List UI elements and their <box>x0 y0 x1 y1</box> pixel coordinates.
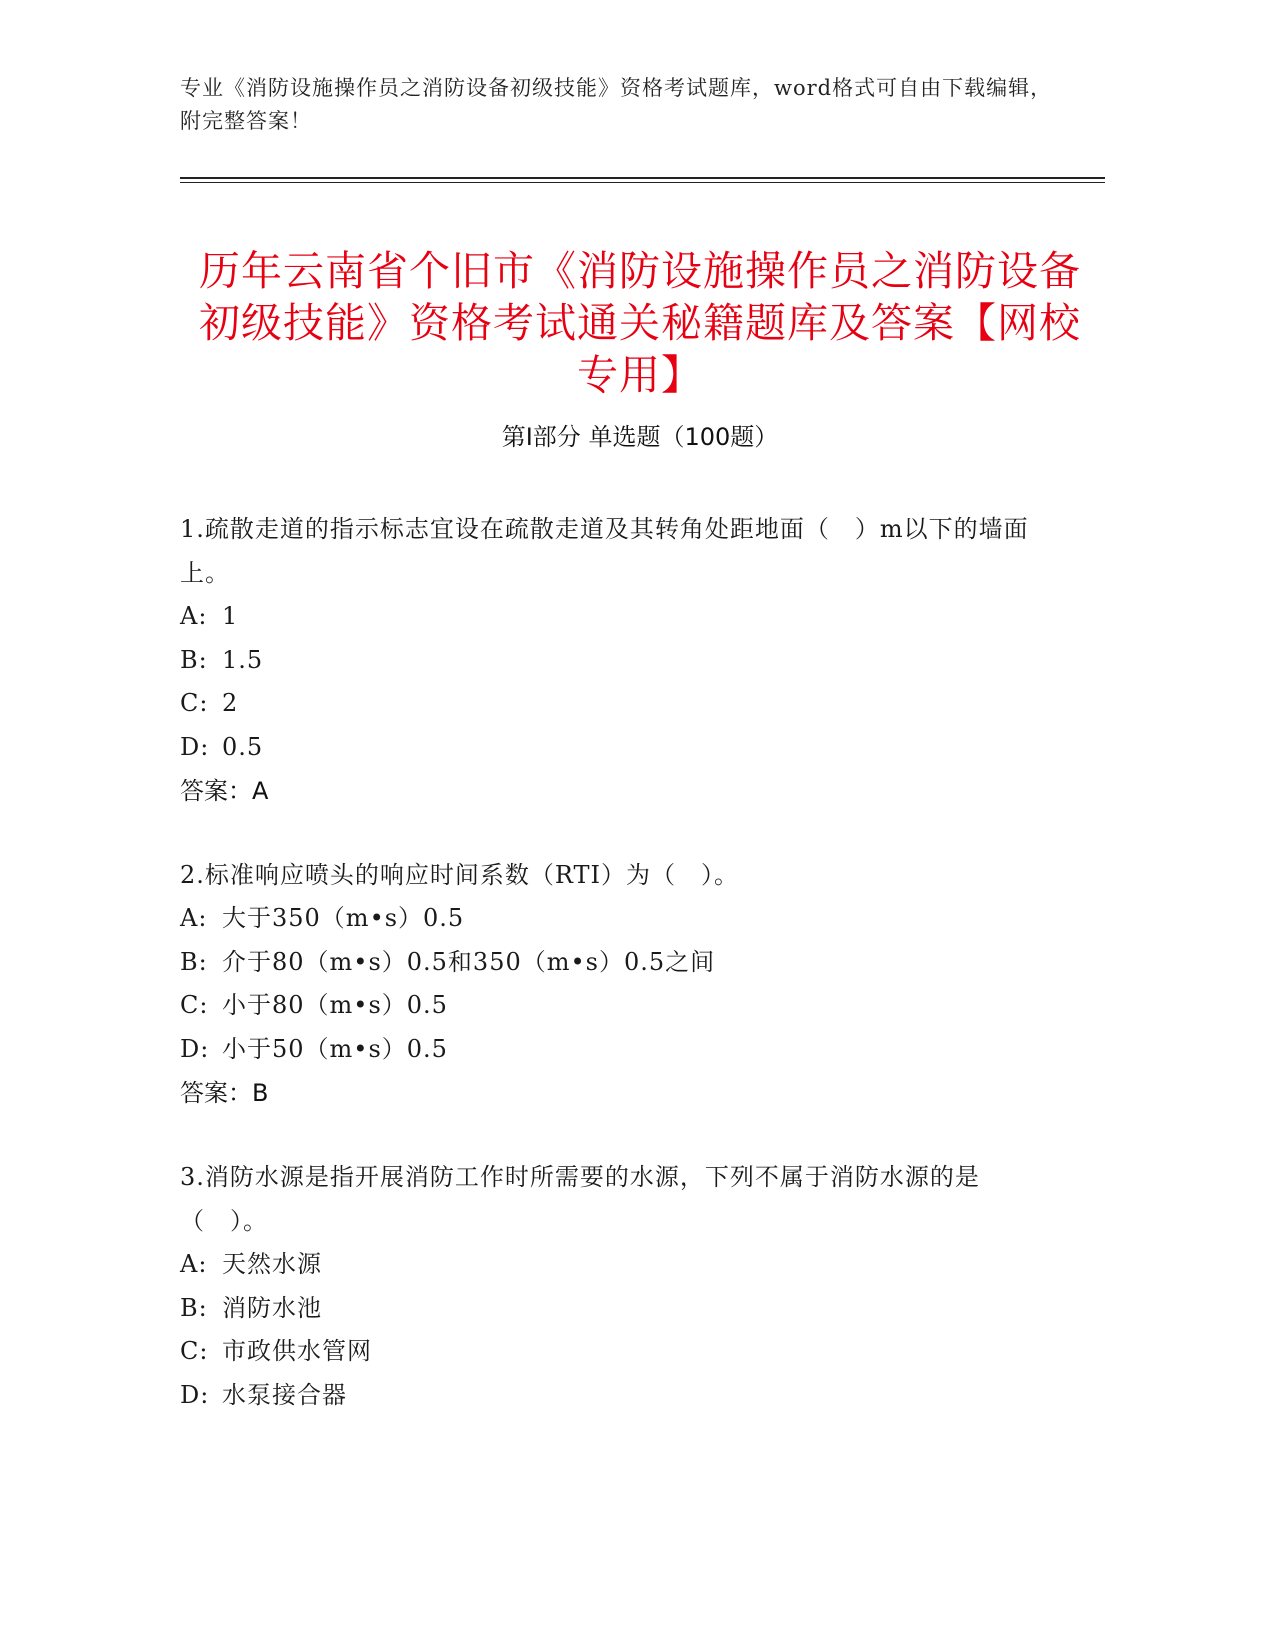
option-list <box>180 595 1060 769</box>
answer-line: 答案：B <box>180 1079 269 1107</box>
option-letter: A: <box>180 602 208 630</box>
option-text: 介于80（m•s）0.5和350（m•s）0.5之间 <box>222 947 716 976</box>
option-letter: B: <box>180 947 208 976</box>
header-note: 专业《消防设施操作员之消防设备初级技能》资格考试题库，word格式可自由下载编辑，附完整答案！ <box>180 76 1053 133</box>
section-title: 第Ⅰ部分 单选题（100题） <box>501 423 779 451</box>
option-item <box>180 941 1060 985</box>
option-item <box>180 1330 1060 1374</box>
option-text: 大于350（m•s）0.5 <box>222 904 465 932</box>
option-text: 1.5 <box>222 645 264 674</box>
option-text: 小于50（m•s）0.5 <box>222 1034 448 1063</box>
header-divider-thin <box>180 182 1105 183</box>
option-item <box>180 1243 1060 1287</box>
option-letter: D: <box>180 732 210 761</box>
option-letter: C: <box>180 1337 209 1365</box>
question-item <box>180 1155 1060 1417</box>
option-item <box>180 595 1060 639</box>
option-letter: C: <box>180 689 209 717</box>
option-text: 消防水池 <box>222 1293 322 1322</box>
option-item <box>180 639 1060 683</box>
question-item <box>180 507 1060 813</box>
option-item <box>180 1287 1060 1331</box>
option-text: 0.5 <box>222 732 264 761</box>
option-text: 2 <box>222 689 239 717</box>
option-letter: A: <box>180 1250 208 1278</box>
option-item <box>180 984 1060 1028</box>
option-text: 市政供水管网 <box>222 1337 372 1365</box>
option-item <box>180 897 1060 941</box>
question-stem: 1.疏散走道的指示标志宜设在疏散走道及其转角处距地面（ ）m以下的墙面上。 <box>180 515 1029 587</box>
option-letter: A: <box>180 904 208 932</box>
question-item <box>180 853 1060 1115</box>
option-text: 水泵接合器 <box>222 1380 347 1409</box>
option-letter: D: <box>180 1380 210 1409</box>
option-list <box>180 897 1060 1071</box>
option-item <box>180 682 1060 726</box>
answer-line: 答案：A <box>180 777 269 805</box>
question-list <box>180 507 1060 1457</box>
question-stem: 3.消防水源是指开展消防工作时所需要的水源，下列不属于消防水源的是（ ）。 <box>180 1163 980 1235</box>
option-letter: B: <box>180 645 208 674</box>
option-item <box>180 726 1060 770</box>
option-text: 1 <box>222 602 239 630</box>
option-letter: D: <box>180 1034 210 1063</box>
question-stem: 2.标准响应喷头的响应时间系数（RTI）为（ ）。 <box>180 861 740 889</box>
option-item <box>180 1374 1060 1418</box>
option-letter: C: <box>180 991 209 1019</box>
option-item <box>180 1028 1060 1072</box>
option-text: 天然水源 <box>222 1250 322 1278</box>
header-divider-thick <box>180 177 1105 179</box>
option-letter: B: <box>180 1293 208 1322</box>
document-title: 历年云南省个旧市《消防设施操作员之消防设备初级技能》资格考试通关秘籍题库及答案【网校专用】 <box>199 247 1081 400</box>
option-text: 小于80（m•s）0.5 <box>222 991 448 1019</box>
option-list <box>180 1243 1060 1417</box>
